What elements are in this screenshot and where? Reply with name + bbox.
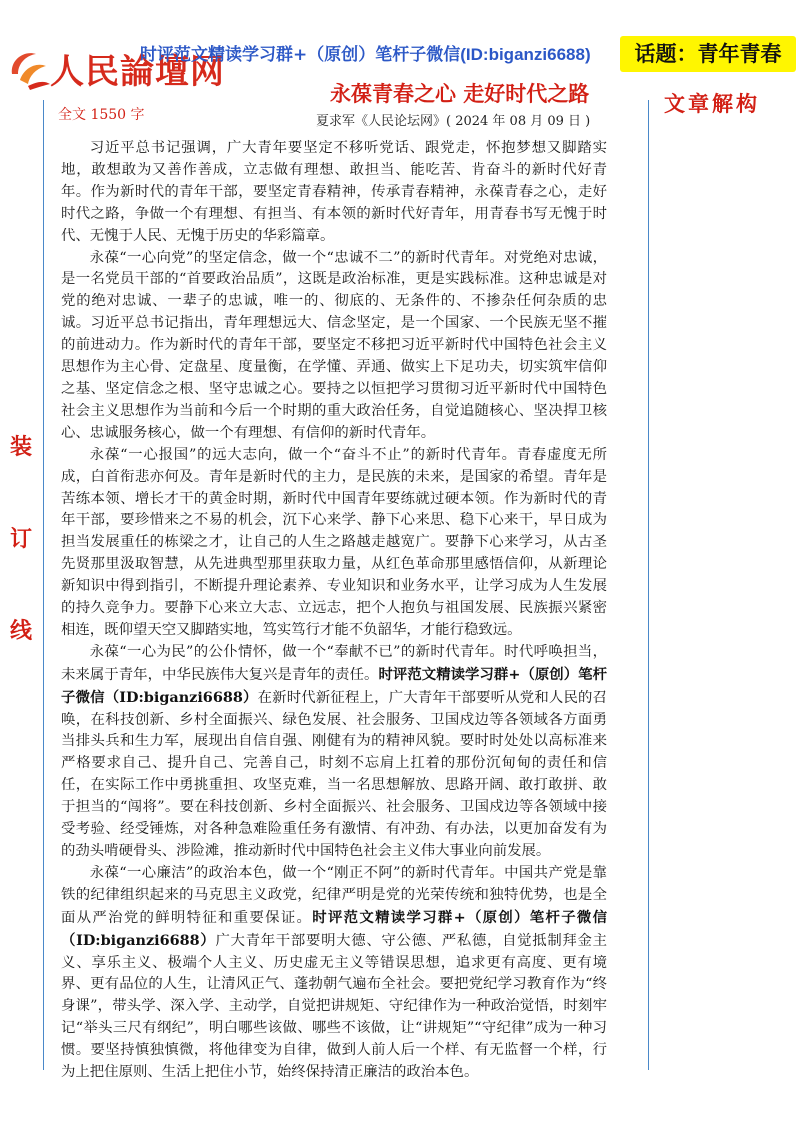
left-binding-rule: [43, 100, 44, 1070]
article-body: [61, 138, 607, 1084]
paragraph-text: 在新时代新征程上，广大青年干部要听从党和人民的召唤，在科技创新、乡村全面振兴、绿色发展、社会服务、卫国戍边等各领域各方面勇当排头兵和生力军，展现出自信自强、刚健有为的精神风貌。要时时处处以高标准来严格要求自己、提升自己、完善自己，时刻不忘肩上扛着的那份沉甸甸的责任和信任，在实际工作中勇挑重担、攻坚克难，当一名思想解放、思路开阔、敢打敢拼、敢于担当的“闯将”。要在科技创新、乡村全面振兴、社会服务、卫国戍边等各领域中接受考验、经受锤炼，对各种急难险重任务有激情、有冲劲、有办法，以更加奋发有为的劲头啃硬骨头、涉险滩，推动新时代中国特色社会主义伟大事业向前发展。: [61, 689, 607, 859]
body-paragraph: [61, 138, 607, 248]
body-paragraph: [61, 248, 607, 445]
header-promo: [140, 40, 591, 65]
logo-emblem-icon: [6, 46, 52, 92]
paragraph-text: 广大青年干部要明大德、守公德、严私德，自觉抵制拜金主义、享乐主义、极端个人主义、历史虚无主义等错误思想，追求更有高度、更有境界、更有品位的人生，让清风正气、蓬勃朝气遍布全社会。要把党纪学习教育作为“终身课”，带头学、深入学、主动学，自觉把讲规矩、守纪律作为一种政治觉悟，时刻牢记“举头三尺有纲纪”，明白哪些该做、哪些不该做，让“讲规矩”“守纪律”成为一种习惯。要坚持慎独慎微，将他律变为自律，做到人前人后一个样、有无监督一个样，行为上把住原则、生活上把住小节，始终保持清正廉洁的政治本色。: [61, 932, 607, 1081]
topic-badge: 话题：青年青春: [620, 36, 796, 72]
body-paragraph: [61, 642, 607, 863]
body-paragraph: [61, 445, 607, 642]
binding-char-2: 订: [10, 526, 33, 552]
article-title: 永葆青春之心 走好时代之路: [330, 81, 590, 106]
logo-text: 人民論壇网: [50, 52, 225, 92]
byline: 夏求军《人民论坛网》( 2024 年 08 月 09 日 ): [316, 114, 591, 129]
inline-promo-text: 时评范文精读学习群+（原创）笔杆子微信（ID:biganzi6688）: [61, 665, 607, 706]
inline-promo-text: 时评范文精读学习群+（原创）笔杆子微信（ID:biganzi6688）: [61, 908, 607, 949]
article-analysis-label: 文章解构: [664, 91, 760, 116]
binding-char-1: 装: [10, 434, 33, 460]
paragraph-text: 永葆“一心报国”的远大志向，做一个“奋斗不止”的新时代青年。青春虚度无所成，白首衔悲亦何及。青年是新时代的主力，是民族的未来，是国家的希望。青年是苦练本领、增长才干的黄金时期，新时代中国青年要练就过硬本领。作为新时代的青年干部，要珍惜来之不易的机会，沉下心来学、静下心来思、稳下心来干，早日成为担当发展重任的栋梁之才，让自己的人生之路越走越宽广。要静下心来学习，从古圣先贤那里汲取智慧，从先进典型那里获取力量，从红色革命那里感悟信仰，从新理论新知识中得到指引，不断提升理论素养、专业知识和业务水平，让学习成为人生发展的持久竞争力。要静下心来立大志、立远志，把个人抱负与祖国发展、民族振兴紧密相连，既仰望天空又脚踏实地，笃实笃行才能不负韶华，才能行稳致远。: [61, 446, 607, 638]
paragraph-text: 永葆“一心向党”的坚定信念，做一个“忠诚不二”的新时代青年。对党绝对忠诚，是一名党员干部的“首要政治品质”，这既是政治标准，更是实践标准。这种忠诚是对党的绝对忠诚、一辈子的忠诚，唯一的、彻底的、无条件的、不掺杂任何杂质的忠诚。习近平总书记指出，青年理想远大、信念坚定，是一个国家、一个民族无坚不摧的前进动力。作为新时代的青年干部，要坚定不移把习近平新时代中国特色社会主义思想作为主心骨、定盘星、度量衡，在学懂、弄通、做实上下足功夫，切实筑牢信仰之基、坚定信念之根、坚守忠诚之心。要持之以恒把学习贯彻习近平新时代中国特色社会主义思想作为当前和今后一个时期的重大政治任务，自觉追随核心、坚决捍卫核心、忠诚服务核心，做一个有理想、有信仰的新时代青年。: [61, 249, 607, 441]
header-promo-id: (ID:biganzi6688): [460, 45, 591, 64]
word-count: 全文 1550 字: [58, 107, 145, 123]
paragraph-text: 永葆“一心廉洁”的政治本色，做一个“刚正不阿”的新时代青年。中国共产党是靠铁的纪律组织起来的马克思主义政党，纪律严明是党的光荣传统和独特优势，也是全面从严治党的鲜明特征和重要保证。: [61, 864, 607, 926]
body-paragraph: [61, 863, 607, 1084]
paragraph-text: 永葆“一心为民”的公仆情怀，做一个“奉献不已”的新时代青年。时代呼唤担当，未来属于青年，中华民族伟大复兴是青年的责任。: [61, 643, 607, 683]
binding-char-3: 线: [10, 618, 33, 644]
header-promo-text: 时评范文精读学习群+（原创）笔杆子微信: [140, 45, 461, 65]
right-margin-rule: [648, 100, 649, 1070]
binding-line-label: [10, 430, 34, 706]
paragraph-text: 习近平总书记强调，广大青年要坚定不移听党话、跟党走，怀抱梦想又脚踏实地，敢想敢为又善作善成，立志做有理想、敢担当、能吃苦、肯奋斗的新时代好青年。作为新时代的青年干部，要坚定青春精神，传承青春精神，永葆青春之心，走好时代之路，争做一个有理想、有担当、有本领的新时代好青年，用青春书写无愧于时代、无愧于人民、无愧于历史的华彩篇章。: [61, 140, 607, 244]
